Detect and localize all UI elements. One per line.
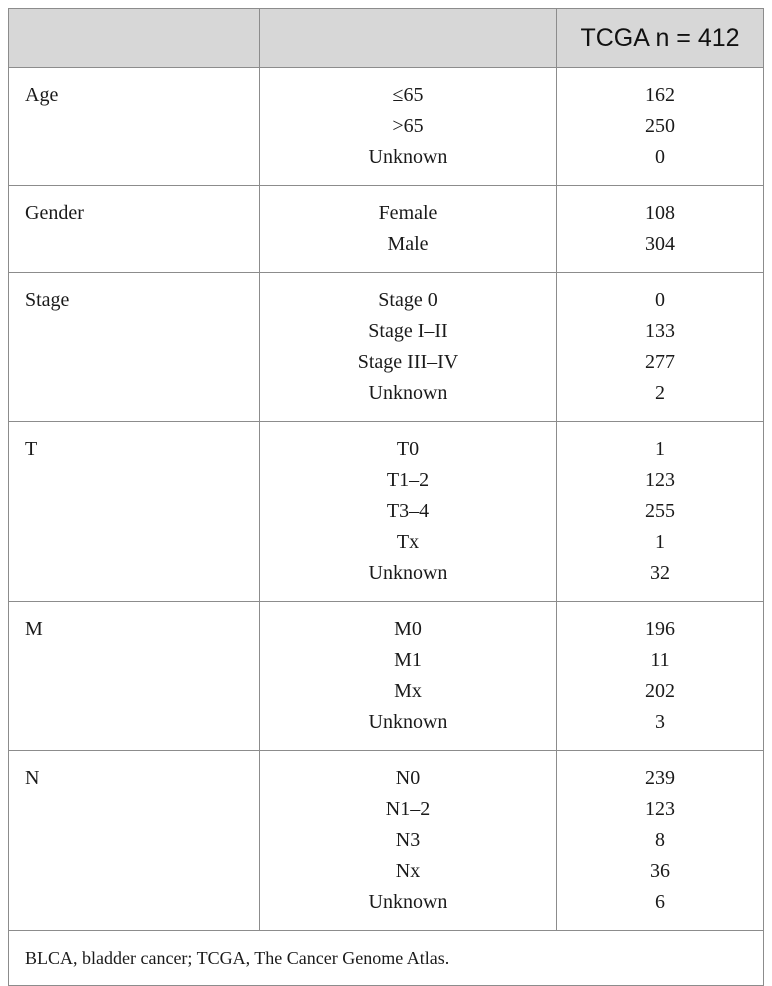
category-label: Stage III–IV	[357, 351, 459, 373]
count-cell	[557, 186, 764, 273]
count-value: 0	[655, 146, 665, 168]
footnote: BLCA, bladder cancer; TCGA, The Cancer Genome Atlas.	[9, 931, 764, 986]
category-label: Male	[387, 233, 429, 255]
variable-cell	[9, 186, 260, 273]
variable-cell	[9, 273, 260, 422]
count-value: 277	[645, 351, 675, 373]
category-label: N1–2	[385, 798, 431, 820]
count-value: 2	[655, 382, 665, 404]
table-body	[9, 68, 764, 931]
count-value: 8	[655, 829, 665, 851]
variable-label: Stage	[25, 289, 70, 311]
count-cell	[557, 422, 764, 602]
count-value: 304	[645, 233, 675, 255]
count-cell	[557, 602, 764, 751]
category-cell	[260, 273, 557, 422]
category-cell	[260, 751, 557, 931]
table-group-row	[9, 751, 764, 931]
variable-label: N	[25, 767, 40, 789]
count-value: 162	[645, 84, 675, 106]
count-value: 0	[655, 289, 665, 311]
count-cell	[557, 751, 764, 931]
category-label: ≤65	[392, 84, 424, 106]
count-value: 239	[645, 767, 675, 789]
header-cell-category	[260, 9, 557, 68]
variable-cell	[9, 602, 260, 751]
variable-cell	[9, 422, 260, 602]
count-value: 255	[645, 500, 675, 522]
category-label: Unknown	[368, 711, 448, 733]
category-label: N3	[395, 829, 421, 851]
category-label: M1	[394, 649, 422, 671]
category-label: Female	[378, 202, 438, 224]
count-value: 123	[645, 798, 675, 820]
variable-label: Gender	[25, 202, 84, 224]
variable-cell	[9, 751, 260, 931]
category-label: Tx	[396, 531, 420, 553]
category-label: T1–2	[386, 469, 430, 491]
count-cell	[557, 68, 764, 186]
count-cell	[557, 273, 764, 422]
category-label: N0	[395, 767, 421, 789]
category-label: Stage 0	[378, 289, 438, 311]
variable-label: T	[25, 438, 38, 460]
count-value: 3	[655, 711, 665, 733]
category-cell	[260, 186, 557, 273]
count-value: 196	[645, 618, 675, 640]
category-label: Stage I–II	[368, 320, 448, 342]
category-label: Unknown	[368, 146, 448, 168]
count-value: 250	[645, 115, 675, 137]
category-label: T0	[396, 438, 420, 460]
category-label: Unknown	[368, 891, 448, 913]
count-value: 11	[650, 649, 670, 671]
count-value: 6	[655, 891, 665, 913]
category-cell	[260, 602, 557, 751]
clinical-characteristics-table	[8, 8, 764, 986]
header-cell-tcga: TCGA n = 412	[557, 9, 764, 68]
table-group-row	[9, 186, 764, 273]
variable-label: Age	[25, 84, 59, 106]
count-value: 202	[645, 680, 675, 702]
count-value: 133	[645, 320, 675, 342]
table-group-row	[9, 273, 764, 422]
variable-label: M	[25, 618, 43, 640]
footnote-row	[9, 931, 764, 986]
variable-cell	[9, 68, 260, 186]
category-label: Mx	[394, 680, 422, 702]
count-value: 1	[655, 531, 665, 553]
category-cell	[260, 422, 557, 602]
category-label: Unknown	[368, 382, 448, 404]
category-label: >65	[392, 115, 424, 137]
count-value: 1	[655, 438, 665, 460]
category-cell	[260, 68, 557, 186]
header-cell-variable	[9, 9, 260, 68]
count-value: 36	[650, 860, 670, 882]
table-header-row	[9, 9, 764, 68]
table-group-row	[9, 68, 764, 186]
category-label: Nx	[395, 860, 421, 882]
category-label: M0	[394, 618, 422, 640]
table-group-row	[9, 602, 764, 751]
count-value: 123	[645, 469, 675, 491]
count-value: 32	[650, 562, 670, 584]
category-label: T3–4	[386, 500, 430, 522]
count-value: 108	[645, 202, 675, 224]
table-group-row	[9, 422, 764, 602]
category-label: Unknown	[368, 562, 448, 584]
